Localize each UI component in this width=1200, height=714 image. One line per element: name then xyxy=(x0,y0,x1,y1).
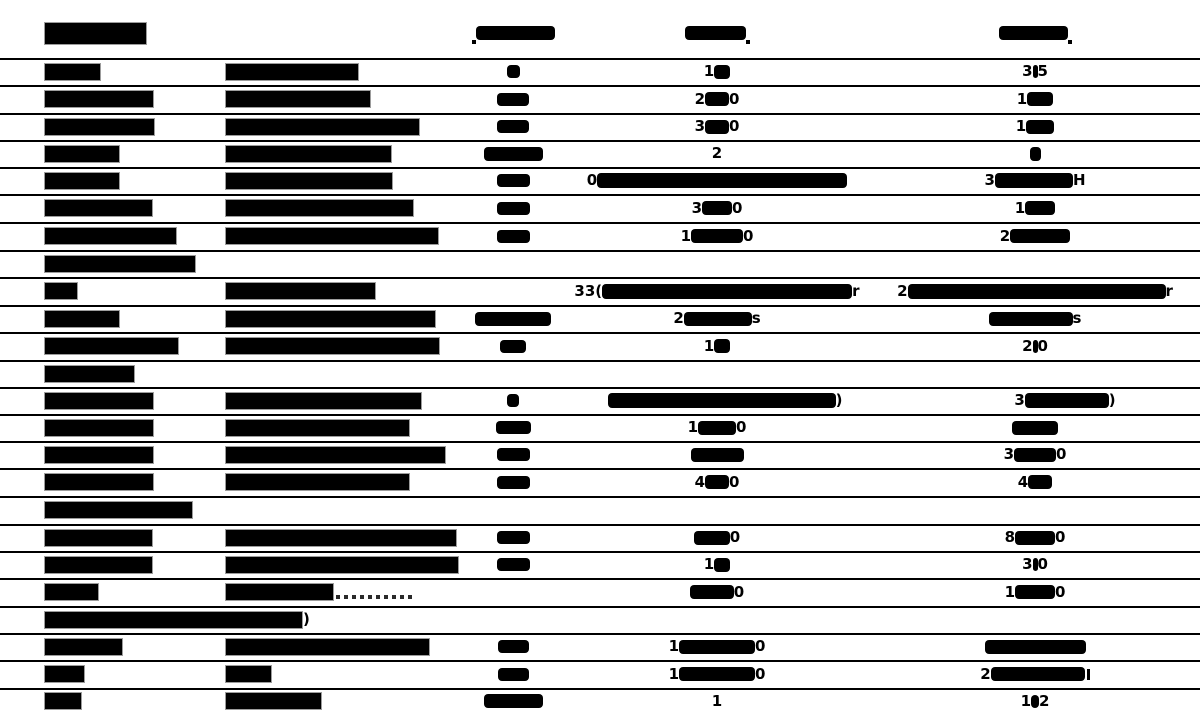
table-cell-c1 xyxy=(44,496,193,524)
header-cell-c4 xyxy=(557,8,877,58)
redaction-bar xyxy=(225,419,410,437)
table-cell-c1 xyxy=(44,140,120,167)
redaction-bar xyxy=(1015,531,1055,545)
redaction-bar xyxy=(44,255,196,273)
cell-text-fragment: 1 xyxy=(680,226,691,245)
table-cell-c5 xyxy=(875,113,1195,140)
table-cell-c4 xyxy=(565,387,885,414)
redaction-bar xyxy=(1014,448,1056,462)
table-cell-c5 xyxy=(875,58,1195,85)
redaction-bar xyxy=(225,282,376,300)
redaction-bar xyxy=(44,337,179,355)
table-cell-c4 xyxy=(557,167,877,194)
table-cell-c4 xyxy=(557,633,877,660)
redaction-bar xyxy=(44,556,153,574)
table-cell-c4 xyxy=(557,194,877,222)
cell-text-fragment: 1 xyxy=(1015,117,1027,135)
redaction-bar xyxy=(44,145,120,163)
cell-text-fragment: s xyxy=(1072,309,1082,327)
table-cell-c2 xyxy=(225,222,439,250)
cell-text-fragment: 2 xyxy=(711,144,723,162)
cell-text-fragment: 0 xyxy=(729,117,740,135)
punctuation-mark xyxy=(1068,40,1072,44)
table-cell-c4 xyxy=(557,688,877,714)
redaction-bar xyxy=(225,638,430,656)
redaction-bar xyxy=(1012,421,1058,435)
cell-text-fragment: 3 xyxy=(1014,391,1025,409)
cell-text-fragment: 3 xyxy=(984,171,995,189)
cell-text-fragment: 33( xyxy=(574,281,603,300)
table-cell-c2 xyxy=(225,58,359,85)
redaction-bar xyxy=(225,145,392,163)
redaction-bar xyxy=(497,174,530,187)
redaction-bar xyxy=(44,583,99,601)
redaction-bar xyxy=(999,26,1068,40)
redaction-bar xyxy=(1030,147,1041,161)
table-cell-c4 xyxy=(557,58,877,85)
table-cell-c5 xyxy=(905,387,1200,414)
redaction-bar xyxy=(597,173,847,188)
redaction-bar xyxy=(225,392,422,410)
cell-text-fragment: 0 xyxy=(1055,582,1066,601)
cell-text-fragment: 2 xyxy=(980,664,991,683)
table-cell-c1 xyxy=(44,85,154,113)
redaction-bar xyxy=(698,421,736,435)
cell-text-fragment: 0 xyxy=(755,637,766,655)
redaction-bar xyxy=(44,501,193,519)
redaction-bar xyxy=(44,692,82,710)
redaction-bar xyxy=(691,229,743,243)
cell-text-fragment: 1 xyxy=(703,336,715,355)
table-cell-c5 xyxy=(875,551,1195,578)
redaction-bar xyxy=(225,227,439,245)
redaction-bar xyxy=(44,282,78,300)
redaction-bar xyxy=(685,26,746,40)
punctuation-mark xyxy=(746,40,750,44)
table-cell-c5 xyxy=(875,441,1195,468)
redaction-bar xyxy=(1028,475,1052,489)
header-cell-c5 xyxy=(875,8,1195,58)
redaction-bar xyxy=(225,199,414,217)
table-cell-c2 xyxy=(225,332,440,360)
redaction-bar xyxy=(44,665,85,683)
cell-text-fragment: 1 xyxy=(711,691,723,710)
redaction-bar xyxy=(1031,695,1039,708)
redaction-bar xyxy=(484,147,543,161)
table-cell-c4 xyxy=(557,222,877,250)
table-cell-c4 xyxy=(557,277,877,305)
redaction-bar xyxy=(225,446,446,464)
table-cell-c1 xyxy=(44,414,154,441)
table-cell-c4 xyxy=(557,85,877,113)
redaction-bar xyxy=(684,312,752,326)
redaction-bar xyxy=(691,448,744,462)
redaction-bar xyxy=(225,583,334,601)
table-cell-c4 xyxy=(557,140,877,167)
redaction-bar xyxy=(44,638,123,656)
redaction-bar xyxy=(496,421,531,434)
redaction-bar xyxy=(476,26,555,40)
table-cell-c4 xyxy=(557,113,877,140)
cell-text-fragment: 1 xyxy=(1014,198,1026,217)
cell-text-fragment: 0 xyxy=(729,89,740,108)
table-cell-c4 xyxy=(557,551,877,578)
cell-text-fragment: 0 xyxy=(733,582,745,601)
cell-text-fragment: 0 xyxy=(743,226,754,245)
table-cell-c2 xyxy=(225,277,376,305)
cell-text-fragment: 1 xyxy=(703,555,715,573)
table-cell-c2 xyxy=(225,167,393,194)
redaction-bar xyxy=(44,227,177,245)
table-cell-c4 xyxy=(557,578,877,606)
cell-text-fragment: 8 xyxy=(1004,528,1015,546)
cell-text-fragment: r xyxy=(1165,281,1173,300)
redaction-bar xyxy=(608,393,836,408)
cell-text-fragment: ) xyxy=(835,391,843,409)
redaction-bar xyxy=(705,475,729,489)
table-cell-c4 xyxy=(557,305,877,332)
redaction-bar xyxy=(225,118,420,136)
table-cell-c1 xyxy=(44,58,101,85)
table-cell-c2 xyxy=(225,194,414,222)
redaction-bar xyxy=(44,446,154,464)
cell-text-fragment: H xyxy=(1072,171,1086,189)
redaction-bar xyxy=(44,63,101,81)
punctuation-mark xyxy=(472,40,476,44)
table-cell-c1 xyxy=(44,250,196,277)
table-cell-c1 xyxy=(44,688,82,714)
redaction-bar xyxy=(44,118,155,136)
cell-text-fragment: 1 xyxy=(1004,582,1015,601)
cell-text-fragment: 2 xyxy=(897,281,908,300)
redaction-bar xyxy=(690,585,734,599)
redaction-bar xyxy=(497,202,530,215)
table-cell-c5 xyxy=(875,468,1195,496)
redaction-bar xyxy=(702,201,732,215)
redaction-bar xyxy=(475,312,551,326)
redaction-bar xyxy=(44,611,303,629)
redaction-bar xyxy=(497,531,530,544)
redaction-bar xyxy=(44,392,154,410)
cell-text-fragment: 2 xyxy=(694,89,705,108)
redaction-bar xyxy=(1025,393,1109,408)
cell-text-fragment: 2 xyxy=(673,309,684,327)
table-cell-c5 xyxy=(875,140,1195,167)
cell-text-fragment: 3 xyxy=(691,198,702,217)
cell-text-fragment: 0 xyxy=(586,171,598,189)
cell-text-fragment: 1 xyxy=(1016,89,1028,108)
cell-text-fragment: r xyxy=(852,281,860,300)
redaction-bar xyxy=(225,692,322,710)
redaction-bar xyxy=(225,63,359,81)
redaction-bar xyxy=(497,476,530,489)
cell-text-fragment: 3 xyxy=(694,117,705,135)
table-cell-c1 xyxy=(44,524,153,551)
redaction-bar xyxy=(705,120,729,134)
redaction-bar xyxy=(679,667,755,681)
redaction-bar xyxy=(44,90,154,108)
table-cell-c2 xyxy=(225,414,410,441)
table-cell-c2 xyxy=(225,660,272,688)
redaction-bar xyxy=(484,694,543,708)
table-cell-c2 xyxy=(225,113,420,140)
redaction-bar xyxy=(44,365,135,383)
cell-text-fragment: 0 xyxy=(729,472,740,491)
table-cell-c1 xyxy=(44,468,154,496)
cell-text-fragment: s xyxy=(751,309,761,327)
redaction-bar xyxy=(497,448,530,461)
redaction-bar xyxy=(507,65,520,78)
table-cell-c1 xyxy=(44,222,177,250)
redaction-bar xyxy=(679,640,755,654)
table-cell-c1 xyxy=(44,332,179,360)
cell-text-fragment: 2 xyxy=(999,226,1011,245)
redaction-bar xyxy=(705,92,729,106)
table-cell-c2 xyxy=(225,468,410,496)
redaction-bar xyxy=(507,394,519,407)
table-cell-c1 xyxy=(44,606,310,633)
table-cell-c1 xyxy=(44,305,120,332)
cell-text-fragment: 1 xyxy=(687,418,698,436)
redaction-bar xyxy=(1025,201,1055,215)
redaction-bar xyxy=(44,419,154,437)
table-cell-c5 xyxy=(875,633,1195,660)
table-cell-c1 xyxy=(44,578,99,606)
redaction-bar xyxy=(714,558,730,572)
redaction-bar xyxy=(714,339,730,353)
redaction-bar xyxy=(1010,229,1070,243)
row-divider xyxy=(0,360,1200,362)
table-cell-c4 xyxy=(557,524,877,551)
table-cell-c5 xyxy=(875,332,1195,360)
redaction-bar xyxy=(694,531,730,545)
redaction-bar xyxy=(44,172,120,190)
cell-text-fragment: 0 xyxy=(1056,445,1067,463)
redaction-bar xyxy=(500,340,526,353)
redaction-bar xyxy=(497,93,529,106)
glyph-sliver xyxy=(1087,669,1090,680)
redaction-bar xyxy=(602,284,852,299)
cell-text-fragment: 0 xyxy=(1055,528,1066,546)
redaction-bar xyxy=(1015,585,1055,599)
redaction-bar xyxy=(225,172,393,190)
table-cell-c4 xyxy=(557,468,877,496)
redaction-bar xyxy=(497,120,529,133)
redaction-bar xyxy=(225,337,440,355)
cell-text-fragment: 0 xyxy=(1037,336,1048,355)
table-cell-c5 xyxy=(875,222,1195,250)
cell-text-fragment: 1 xyxy=(668,637,679,655)
redaction-bar xyxy=(498,640,529,653)
redaction-bar xyxy=(44,199,153,217)
cell-text-fragment: 4 xyxy=(1017,472,1029,491)
redaction-bar xyxy=(498,668,529,681)
cell-text-fragment: 2 xyxy=(1022,336,1033,355)
cell-text-fragment: 0 xyxy=(755,664,766,683)
redaction-bar xyxy=(44,310,120,328)
table-cell-c5 xyxy=(875,578,1195,606)
cell-text-fragment: 3 xyxy=(1003,445,1014,463)
table-cell-c4 xyxy=(557,660,877,688)
header-cell-c1 xyxy=(44,8,147,58)
table-cell-c5 xyxy=(875,660,1195,688)
table-cell-c5 xyxy=(875,277,1195,305)
cell-text-fragment: 0 xyxy=(732,198,743,217)
redaction-bar xyxy=(714,65,730,79)
table-cell-c5 xyxy=(875,194,1195,222)
redaction-bar xyxy=(44,529,153,547)
redaction-bar xyxy=(1027,92,1053,106)
table-cell-c2 xyxy=(225,441,446,468)
cell-text-fragment: 4 xyxy=(694,472,705,491)
redaction-bar xyxy=(989,312,1073,326)
table-cell-c5 xyxy=(875,305,1195,332)
redaction-bar xyxy=(497,558,530,571)
redaction-bar xyxy=(225,665,272,683)
cell-text-fragment: 3 xyxy=(1022,555,1033,573)
table-cell-c2 xyxy=(225,688,322,714)
redaction-bar xyxy=(995,173,1073,188)
table-cell-c1 xyxy=(44,387,154,414)
cell-text-fragment: ) xyxy=(303,610,310,628)
cell-text-fragment: 0 xyxy=(729,528,741,546)
table-cell-c5 xyxy=(875,85,1195,113)
redaction-bar xyxy=(225,90,371,108)
cell-text-fragment: 0 xyxy=(1037,555,1048,573)
redaction-bar xyxy=(991,667,1085,681)
table-cell-c2 xyxy=(225,633,430,660)
cell-text-fragment: 2 xyxy=(1039,691,1050,710)
cell-text-fragment: 1 xyxy=(668,664,679,683)
table-cell-c4 xyxy=(557,441,877,468)
cell-text-fragment: 1 xyxy=(703,62,715,80)
cell-text-fragment: 5 xyxy=(1037,62,1048,80)
table-cell-c5 xyxy=(875,688,1195,714)
redaction-bar xyxy=(44,473,154,491)
table-cell-c5 xyxy=(875,167,1195,194)
table-cell-c2 xyxy=(225,140,392,167)
cell-text-fragment: 0 xyxy=(736,418,747,436)
cell-text-fragment: 1 xyxy=(1020,691,1031,710)
table-cell-c1 xyxy=(44,167,120,194)
table-cell-c1 xyxy=(44,277,78,305)
table-cell-c2 xyxy=(225,85,371,113)
table-cell-c1 xyxy=(44,551,153,578)
redaction-bar xyxy=(908,284,1166,299)
table-cell-c1 xyxy=(44,633,123,660)
redaction-bar xyxy=(497,230,530,243)
table-cell-c2 xyxy=(225,387,422,414)
table-cell-c1 xyxy=(44,441,154,468)
table-cell-c1 xyxy=(44,660,85,688)
table-cell-c1 xyxy=(44,113,155,140)
table-cell-c4 xyxy=(557,414,877,441)
table-cell-c2 xyxy=(225,305,436,332)
redaction-bar xyxy=(985,640,1086,654)
table-cell-c1 xyxy=(44,194,153,222)
redaction-bar xyxy=(44,22,147,45)
table-cell-c5 xyxy=(875,414,1195,441)
cell-text-fragment: 3 xyxy=(1022,62,1033,80)
cell-text-fragment: ) xyxy=(1108,391,1116,409)
table-cell-c2 xyxy=(225,578,414,606)
redaction-bar xyxy=(225,473,410,491)
clipped-text-remnant xyxy=(336,595,414,599)
table-cell-c5 xyxy=(875,524,1195,551)
redaction-bar xyxy=(225,310,436,328)
redaction-bar xyxy=(1026,120,1054,134)
table-cell-c4 xyxy=(557,332,877,360)
table-cell-c1 xyxy=(44,360,135,387)
